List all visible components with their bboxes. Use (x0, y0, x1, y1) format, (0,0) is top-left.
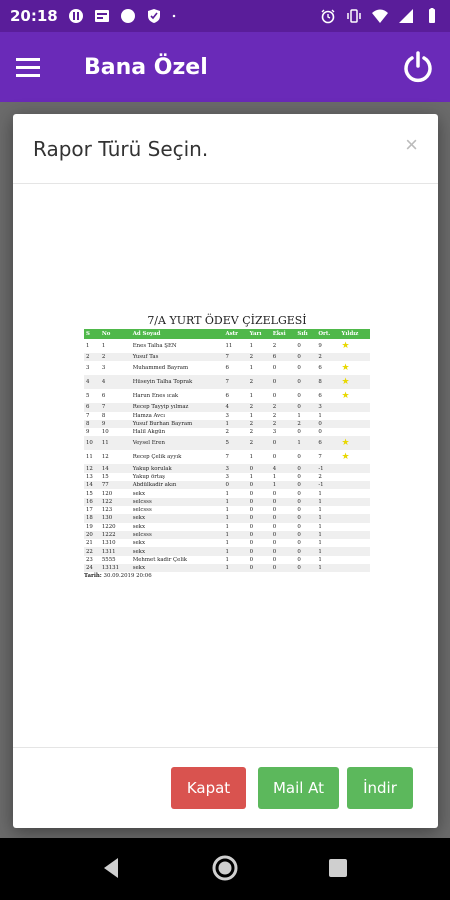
report-row (84, 473, 370, 481)
report-cell: 1 (318, 540, 322, 547)
report-cell: 0 (249, 507, 254, 514)
report-cell: 2 (295, 420, 316, 428)
report-cell: 0 (271, 531, 296, 539)
report-cell: 2 (272, 412, 277, 419)
report-cell: 4 (223, 403, 247, 411)
report-header-row (84, 329, 370, 339)
modal-title: Rapor Türü Seçin. (33, 136, 209, 161)
report-cell: 0 (295, 514, 316, 522)
report-cell: 9 (100, 420, 131, 428)
report-cell: 0 (272, 365, 277, 372)
report-cell: Yusuf Tas (131, 353, 224, 361)
report-column-header: Yarı (248, 329, 271, 339)
report-cell: 1 (249, 454, 254, 461)
battery-icon (424, 8, 440, 24)
report-cell: 0 (297, 523, 301, 530)
report-cell: 0 (271, 514, 296, 522)
star-icon: ★ (341, 377, 350, 388)
report-cell: 2 (271, 403, 296, 411)
report-cell: 0 (271, 375, 296, 389)
report-cell: 6 (318, 393, 322, 400)
report-column-header: S (84, 329, 100, 339)
report-cell: 22 (84, 547, 100, 555)
report-cell: 1 (249, 393, 254, 400)
report-cell: 14 (100, 464, 131, 472)
report-cell: sekx (131, 514, 224, 522)
report-cell: Muhammed Bayram (132, 365, 189, 372)
report-star-cell (340, 436, 370, 450)
report-cell: 0 (272, 490, 277, 497)
report-column-header: No (100, 329, 131, 339)
report-cell: 6 (225, 365, 229, 372)
report-cell: 8 (316, 375, 339, 389)
report-cell: sekx (132, 523, 145, 530)
report-cell: -1 (316, 464, 339, 472)
report-column-header: Ort. (316, 329, 339, 339)
power-icon[interactable] (402, 51, 434, 83)
report-row (84, 514, 370, 522)
report-cell: 0 (271, 547, 296, 555)
report-cell: 6 (84, 403, 100, 411)
report-cell: 0 (272, 540, 277, 547)
report-cell: 2 (248, 403, 271, 411)
report-cell: 2 (84, 353, 100, 361)
report-row (84, 403, 370, 411)
report-row (84, 412, 370, 420)
report-cell: 10 (84, 436, 100, 450)
report-star-cell (340, 450, 370, 464)
report-star-cell (340, 339, 370, 353)
report-cell: 1 (318, 507, 322, 514)
report-star-cell (340, 428, 370, 436)
dot-icon (172, 8, 180, 24)
report-cell: 0 (249, 540, 254, 547)
report-cell: sekx (131, 547, 224, 555)
report-cell: 2 (248, 375, 271, 389)
report-cell: 2 (225, 429, 229, 436)
report-cell: 0 (295, 498, 316, 506)
report-cell: 2 (272, 343, 277, 349)
report-row (84, 353, 370, 361)
report-cell: 0 (272, 556, 277, 563)
report-cell: 19 (86, 523, 93, 530)
report-row (84, 523, 370, 531)
report-type-modal (13, 114, 438, 828)
report-cell: 0 (271, 564, 296, 572)
report-row (84, 361, 370, 375)
report-cell: 0 (295, 375, 316, 389)
report-row (84, 556, 370, 564)
report-cell: 3 (225, 412, 229, 419)
report-star-cell (340, 481, 370, 489)
report-cell: 1 (223, 564, 247, 572)
modal-body (13, 184, 438, 747)
report-cell: 2 (248, 420, 271, 428)
wifi-icon (372, 8, 388, 24)
report-star-cell (340, 473, 370, 481)
report-cell: 1 (249, 473, 254, 480)
report-cell: 3 (316, 403, 339, 411)
gallery-icon (94, 8, 110, 24)
report-cell: 0 (248, 481, 271, 489)
report-star-cell (340, 375, 370, 389)
report-cell: 0 (249, 523, 254, 530)
report-cell: 1 (225, 523, 229, 530)
report-cell: 7 (223, 375, 247, 389)
report-cell: 1 (318, 412, 322, 419)
report-row (84, 489, 370, 497)
report-cell: 123 (101, 507, 113, 514)
report-cell: 9 (318, 343, 322, 349)
report-cell: 1 (297, 412, 301, 419)
report-cell: 17 (86, 507, 93, 514)
report-cell: 2 (316, 353, 339, 361)
report-cell: 23 (86, 556, 93, 563)
report-cell: 3 (225, 473, 229, 480)
report-cell: 1222 (100, 531, 131, 539)
report-cell: Mehmet kadir Çelik (132, 556, 188, 563)
report-cell: 0 (318, 429, 322, 436)
report-cell: 1 (316, 564, 339, 572)
back-icon[interactable] (100, 856, 122, 880)
report-cell: 7 (225, 454, 229, 461)
report-cell: sekx (132, 540, 145, 547)
report-cell: 15 (101, 473, 109, 480)
report-star-cell (340, 412, 370, 420)
star-icon: ★ (341, 363, 350, 374)
report-cell: 21 (86, 540, 93, 547)
report-cell: 2 (271, 420, 296, 428)
report-cell: -1 (316, 481, 339, 489)
report-cell: 16 (84, 498, 100, 506)
report-row (84, 481, 370, 489)
report-cell: 7 (86, 412, 90, 419)
report-cell: 1 (225, 490, 229, 497)
report-cell: 1 (318, 523, 322, 530)
report-cell: 20 (84, 531, 100, 539)
report-cell: 1 (318, 490, 322, 497)
shield-icon (146, 8, 162, 24)
report-row (84, 506, 370, 514)
report-cell: Yakup korulak (131, 464, 224, 472)
report-cell: 1 (223, 498, 247, 506)
report-cell: 0 (297, 473, 301, 480)
report-cell: 12 (84, 464, 100, 472)
report-cell: 1 (223, 531, 247, 539)
report-cell: 4 (271, 464, 296, 472)
report-cell: 2 (248, 353, 271, 361)
report-cell: 0 (248, 498, 271, 506)
star-icon: ★ (341, 341, 350, 351)
report-cell: sekx (132, 490, 145, 497)
report-row (84, 539, 370, 547)
report-row (84, 531, 370, 539)
report-row (84, 420, 370, 428)
report-cell: 1 (249, 412, 254, 419)
report-cell: selcsss (131, 531, 224, 539)
status-bar (0, 0, 450, 32)
report-cell: 11 (225, 343, 233, 349)
modal-close-icon[interactable]: × (405, 132, 418, 157)
report-cell: 15 (86, 490, 93, 497)
report-cell: 1 (318, 556, 322, 563)
report-cell: sekx (131, 564, 224, 572)
report-cell: 1220 (101, 523, 116, 530)
report-cell: 0 (297, 556, 301, 563)
home-icon[interactable] (211, 854, 239, 882)
star-icon: ★ (341, 391, 350, 402)
report-table (84, 329, 370, 572)
vibrate-icon (346, 8, 362, 24)
report-preview (84, 314, 370, 579)
report-cell: 6 (225, 393, 229, 400)
report-cell: 1 (223, 514, 247, 522)
report-cell: 0 (248, 531, 271, 539)
report-row (84, 339, 370, 353)
menu-icon[interactable] (16, 56, 42, 78)
report-row (84, 428, 370, 436)
star-icon: ★ (341, 438, 350, 449)
report-cell: 0 (271, 498, 296, 506)
report-cell: 11 (86, 454, 93, 461)
report-cell: 1 (249, 343, 254, 349)
notification-app-icon (68, 8, 84, 24)
report-star-cell (340, 403, 370, 411)
report-star-cell (340, 547, 370, 555)
report-cell: 6 (318, 365, 322, 372)
report-cell: 24 (84, 564, 100, 572)
report-column-header: Sıfı (295, 329, 316, 339)
report-star-cell (340, 361, 370, 375)
report-cell: 1 (271, 481, 296, 489)
app-title: Bana Özel (84, 54, 208, 80)
report-cell: Abdülkadir akın (131, 481, 224, 489)
report-column-header: Ad Soyad (131, 329, 224, 339)
report-cell: 5 (86, 393, 90, 400)
report-star-cell (340, 564, 370, 572)
report-cell: selcsss (132, 507, 152, 514)
report-cell: 1 (316, 514, 339, 522)
report-row (84, 464, 370, 472)
recents-icon[interactable] (328, 858, 348, 878)
report-cell: 5 (223, 436, 247, 450)
report-row (84, 375, 370, 389)
report-cell: 0 (271, 436, 296, 450)
report-cell: Enes Talha ŞEN (132, 343, 177, 349)
report-cell: 3 (101, 365, 106, 372)
report-cell: Harun Enes ıcak (132, 393, 179, 400)
report-cell: Veysel Eren (131, 436, 224, 450)
report-date-label: Tarih: (84, 573, 102, 580)
report-star-cell (340, 464, 370, 472)
report-cell: 6 (316, 436, 339, 450)
report-date-value: 30.09.2019 20:06 (103, 573, 152, 580)
report-cell: 1 (225, 540, 229, 547)
report-cell: 0 (295, 403, 316, 411)
report-column-header: Yıldız (340, 329, 370, 339)
report-cell: Hamza Avcı (132, 412, 165, 419)
report-cell: 0 (223, 481, 247, 489)
report-cell: 0 (295, 353, 316, 361)
report-cell: 0 (248, 564, 271, 572)
report-cell: 0 (295, 481, 316, 489)
report-cell: 4 (84, 375, 100, 389)
report-cell: 0 (249, 556, 254, 563)
report-cell: 1 (316, 498, 339, 506)
report-cell: Yusuf Burhan Bayram (131, 420, 224, 428)
report-cell: 120 (101, 490, 113, 497)
report-cell: 0 (297, 429, 301, 436)
alarm-icon (320, 8, 336, 24)
report-cell: 5555 (101, 556, 116, 563)
report-cell: 1 (225, 556, 229, 563)
report-cell: 0 (295, 531, 316, 539)
report-star-cell (340, 514, 370, 522)
report-cell: 12 (101, 454, 109, 461)
report-cell: 0 (297, 393, 301, 400)
report-cell: 0 (295, 564, 316, 572)
report-cell: 2 (318, 473, 322, 480)
report-cell: 1311 (100, 547, 131, 555)
report-cell: selcsss (131, 498, 224, 506)
report-star-cell (340, 506, 370, 514)
report-star-cell (340, 389, 370, 403)
report-cell: 0 (272, 454, 277, 461)
report-cell: 0 (297, 507, 301, 514)
report-row (84, 547, 370, 555)
report-cell: 6 (101, 393, 106, 400)
report-star-cell (340, 531, 370, 539)
modal-header (13, 114, 438, 184)
report-cell: 0 (297, 343, 301, 349)
report-date (84, 573, 370, 579)
report-cell: 1 (272, 473, 277, 480)
report-cell: 1 (101, 343, 106, 349)
report-cell: Recep Çelik ayyık (132, 454, 182, 461)
report-cell: 0 (249, 490, 254, 497)
download-button[interactable]: İndir (347, 767, 413, 809)
report-cell: 2 (249, 429, 254, 436)
report-cell: 6 (271, 353, 296, 361)
modal-footer (13, 747, 438, 828)
report-cell: 77 (100, 481, 131, 489)
report-row (84, 389, 370, 403)
report-cell: 9 (86, 429, 90, 436)
status-time: 20:18 (10, 7, 58, 25)
report-row (84, 450, 370, 464)
report-cell: 11 (100, 436, 131, 450)
report-title: 7/A YURT ÖDEV ÇİZELGESİ (147, 314, 307, 327)
star-icon: ★ (341, 452, 350, 463)
report-row (84, 436, 370, 450)
app-bar (0, 32, 450, 102)
report-column-header: Astr (223, 329, 247, 339)
report-cell: 14 (84, 481, 100, 489)
report-star-cell (340, 498, 370, 506)
report-cell: 0 (316, 420, 339, 428)
report-cell: Halil Akgün (132, 429, 166, 436)
report-cell: 7 (100, 403, 131, 411)
report-cell: 1 (316, 547, 339, 555)
report-cell: 0 (297, 490, 301, 497)
report-cell: 0 (272, 507, 277, 514)
report-cell: Yakup örtaş (132, 473, 165, 480)
report-cell: 8 (84, 420, 100, 428)
signal-icon (398, 8, 414, 24)
report-cell: 3 (86, 365, 90, 372)
mail-button[interactable]: Mail At (258, 767, 339, 809)
report-star-cell (340, 420, 370, 428)
report-star-cell (340, 489, 370, 497)
report-cell: 7 (223, 353, 247, 361)
report-cell: 0 (248, 464, 271, 472)
report-cell: 0 (297, 540, 301, 547)
report-row (84, 498, 370, 506)
report-cell: 3 (223, 464, 247, 472)
close-button[interactable]: Kapat (171, 767, 246, 809)
report-star-cell (340, 556, 370, 564)
report-cell: 8 (101, 412, 106, 419)
report-cell: 2 (248, 436, 271, 450)
report-cell: Hüseyin Talha Toprak (131, 375, 224, 389)
report-cell: 1 (295, 436, 316, 450)
report-cell: 1 (316, 531, 339, 539)
report-cell: 3 (272, 429, 277, 436)
report-star-cell (340, 539, 370, 547)
report-cell: 1310 (101, 540, 116, 547)
report-cell: 13 (86, 473, 93, 480)
report-cell: 7 (318, 454, 322, 461)
report-cell: 13131 (100, 564, 131, 572)
report-cell: 0 (295, 547, 316, 555)
report-cell: 0 (248, 514, 271, 522)
report-cell: 0 (248, 547, 271, 555)
report-cell: 0 (297, 454, 301, 461)
report-cell: 130 (100, 514, 131, 522)
report-cell: 1 (225, 507, 229, 514)
navigation-bar (0, 838, 450, 900)
report-cell: 0 (297, 365, 301, 372)
circle-icon (120, 8, 136, 24)
report-cell: 1 (223, 547, 247, 555)
report-cell: 122 (100, 498, 131, 506)
report-cell: 0 (272, 393, 277, 400)
report-row (84, 564, 370, 572)
report-cell: 10 (101, 429, 109, 436)
report-cell: 1 (249, 365, 254, 372)
report-cell: 0 (272, 523, 277, 530)
report-cell: 1 (223, 420, 247, 428)
report-column-header: Eksi (271, 329, 296, 339)
report-cell: 1 (86, 343, 90, 349)
report-cell: 4 (100, 375, 131, 389)
report-cell: 18 (84, 514, 100, 522)
report-star-cell (340, 523, 370, 531)
report-cell: Recep Tayyip yılmaz (131, 403, 224, 411)
report-star-cell (340, 353, 370, 361)
report-cell: 2 (100, 353, 131, 361)
report-cell: 0 (295, 464, 316, 472)
